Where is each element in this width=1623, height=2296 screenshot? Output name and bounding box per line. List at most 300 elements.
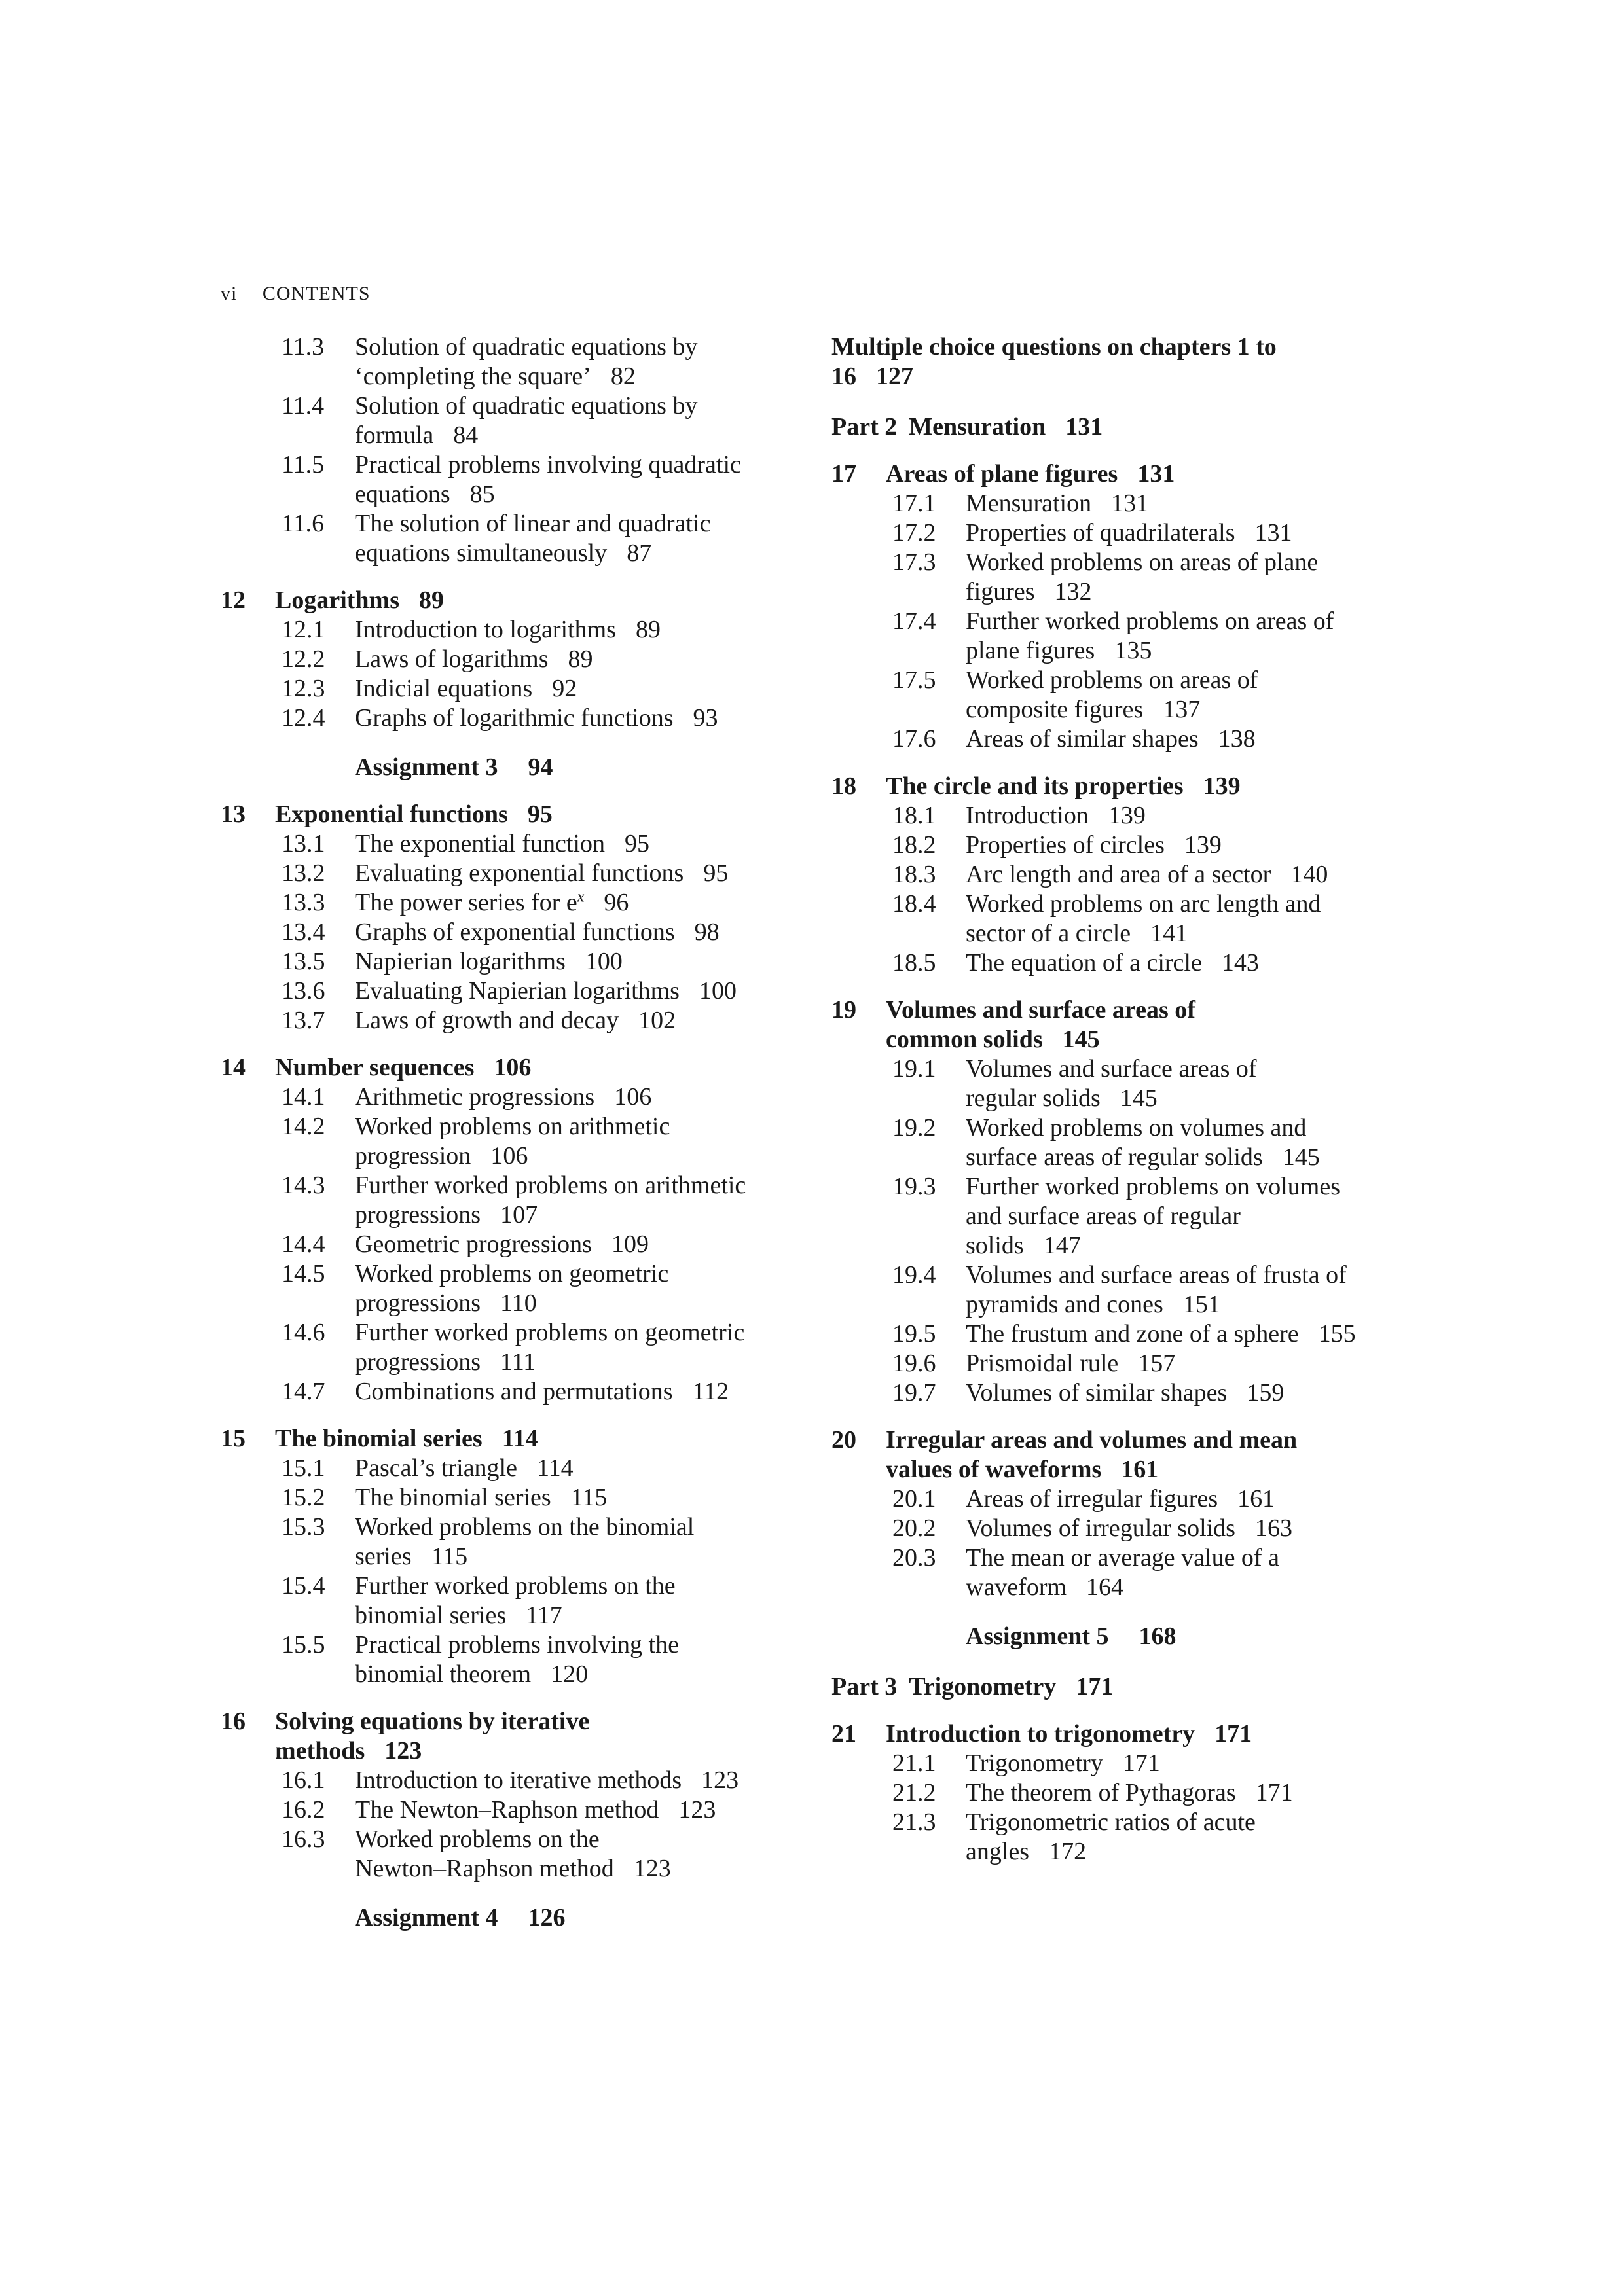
toc-chapter	[831, 772, 1421, 801]
entry-title-line: Areas of irregular figures 161	[966, 1485, 1275, 1513]
entry-title-line: Arithmetic progressions 106	[355, 1083, 652, 1111]
section-number: 19.6	[892, 1350, 936, 1377]
section-number: 21.2	[892, 1779, 936, 1806]
page-number: 107	[500, 1201, 538, 1229]
page-number: 171	[1255, 1779, 1293, 1806]
entry-title-line: The Newton–Raphson method 123	[355, 1796, 716, 1823]
running-head-title: CONTENTS	[262, 283, 371, 304]
entry-title-line: Worked problems on arc length and	[966, 890, 1321, 918]
page-number: 89	[635, 616, 661, 643]
page-number: 171	[1122, 1749, 1160, 1777]
entry-title-line: Pascal’s triangle 114	[355, 1454, 574, 1482]
entry-title	[275, 1424, 810, 1454]
page-number: 115	[570, 1484, 608, 1511]
page-number: 172	[1049, 1838, 1087, 1865]
entry-title-line: Worked problems on arithmetic	[355, 1113, 670, 1140]
toc-section	[221, 1112, 810, 1171]
entry-title	[355, 645, 810, 674]
toc-section	[831, 518, 1421, 548]
entry-title-line: The equation of a circle 143	[966, 949, 1259, 977]
page-number: 159	[1247, 1379, 1285, 1407]
section-number: 20.2	[892, 1515, 936, 1542]
toc-section	[831, 1172, 1421, 1261]
toc-section	[221, 1825, 810, 1884]
entry-title	[886, 1719, 1421, 1749]
page-number: 95	[625, 830, 649, 857]
section-number: 21.1	[892, 1749, 936, 1777]
entry-title	[966, 607, 1421, 666]
section-number: 13.2	[282, 859, 325, 887]
toc-section	[831, 801, 1421, 831]
entry-title	[966, 1319, 1421, 1349]
entry-title-line: Geometric progressions 109	[355, 1230, 649, 1258]
entry-title-line: Worked problems on the	[355, 1825, 600, 1853]
entry-title-line: Assignment 4 126	[355, 1904, 566, 1931]
page-number: 87	[627, 539, 652, 567]
entry-title-line: The binomial series 114	[275, 1425, 538, 1452]
page-number: 145	[1120, 1085, 1158, 1112]
section-number: 19.3	[892, 1173, 936, 1200]
section-number: 17.6	[892, 725, 936, 753]
toc-section	[221, 1318, 810, 1377]
section-number: 19.4	[892, 1261, 936, 1289]
section-number: 13.5	[282, 948, 325, 975]
entry-title	[355, 674, 810, 704]
entry-title-line: Worked problems on geometric	[355, 1260, 669, 1287]
entry-title	[966, 1172, 1421, 1261]
entry-title-line: Trigonometry 171	[966, 1749, 1160, 1777]
toc-chapter	[221, 800, 810, 829]
entry-title	[355, 918, 810, 947]
section-number: 18.2	[892, 831, 936, 859]
section-number: 15.3	[282, 1513, 325, 1541]
entry-title-line: solids 147	[966, 1232, 1081, 1259]
page-number: 131	[1065, 413, 1103, 440]
toc-section	[221, 1766, 810, 1795]
section-number: 17.1	[892, 490, 936, 517]
section-number: 14.7	[282, 1378, 325, 1405]
page-number: 137	[1163, 696, 1201, 723]
entry-title-line: binomial theorem 120	[355, 1660, 589, 1688]
page-number: 132	[1054, 578, 1092, 605]
entry-title-line: surface areas of regular solids 145	[966, 1143, 1320, 1171]
toc-section	[831, 489, 1421, 518]
entry-title-line: angles 172	[966, 1838, 1087, 1865]
chapter-number: 18	[831, 772, 856, 800]
page-number: 95	[703, 859, 729, 887]
entry-title-line: waveform 164	[966, 1573, 1124, 1601]
entry-title-line: Worked problems on the binomial	[355, 1513, 695, 1541]
page-number: 84	[453, 422, 479, 449]
toc-section	[221, 1377, 810, 1407]
entry-title	[355, 1112, 810, 1171]
entry-title-line: formula 84	[355, 422, 479, 449]
page-number: 95	[527, 800, 553, 828]
toc-section	[221, 918, 810, 947]
page-number: 92	[552, 675, 577, 702]
toc-section	[831, 1054, 1421, 1113]
section-number: 13.7	[282, 1007, 325, 1034]
entry-title-line: Assignment 3 94	[355, 753, 553, 781]
entry-title	[966, 948, 1421, 978]
section-number: 18.5	[892, 949, 936, 977]
entry-title-line: regular solids 145	[966, 1085, 1158, 1112]
chapter-number: 21	[831, 1720, 856, 1748]
toc-section	[831, 889, 1421, 948]
entry-title	[355, 509, 810, 568]
section-number: 17.5	[892, 666, 936, 694]
entry-title-line: sector of a circle 141	[966, 920, 1188, 947]
section-number: 12.3	[282, 675, 325, 702]
entry-title	[831, 332, 1421, 391]
page-number: 139	[1108, 802, 1146, 829]
entry-title	[355, 888, 810, 918]
part-title: Mensuration	[909, 413, 1046, 440]
entry-title-line: Multiple choice questions on chapters 1 to	[831, 333, 1277, 361]
entry-title-line: Worked problems on volumes and	[966, 1114, 1307, 1141]
toc-section	[831, 1261, 1421, 1319]
running-head-page-number: vi	[221, 283, 238, 304]
section-number: 11.5	[282, 451, 325, 478]
entry-title-line: figures 132	[966, 578, 1092, 605]
page-number: 106	[490, 1142, 528, 1170]
chapter-number: 13	[221, 800, 246, 828]
chapter-number: 16	[221, 1708, 246, 1735]
entry-title-line: Assignment 5 168	[966, 1623, 1176, 1650]
entry-title-line: Worked problems on areas of	[966, 666, 1258, 694]
page-number: 141	[1150, 920, 1188, 947]
toc-section	[221, 1483, 810, 1513]
toc-section	[221, 829, 810, 859]
entry-title-line: and surface areas of regular	[966, 1202, 1241, 1230]
page-number: 89	[419, 586, 444, 614]
entry-title-line: Prismoidal rule 157	[966, 1350, 1176, 1377]
section-number: 11.4	[282, 392, 325, 420]
entry-title	[966, 860, 1421, 889]
entry-title	[966, 1622, 1421, 1651]
entry-title-line: Introduction 139	[966, 802, 1146, 829]
toc-section	[831, 1378, 1421, 1408]
page-number: 96	[604, 889, 629, 916]
toc-section	[831, 666, 1421, 725]
section-number: 18.3	[892, 861, 936, 888]
entry-title-line: Further worked problems on geometric	[355, 1319, 745, 1346]
page-number: 164	[1086, 1573, 1124, 1601]
section-number: 14.2	[282, 1113, 325, 1140]
page-number: 168	[1139, 1623, 1176, 1650]
entry-title-line: The theorem of Pythagoras 171	[966, 1779, 1293, 1806]
entry-title	[355, 450, 810, 509]
page-number: 106	[494, 1054, 532, 1081]
page-number: 161	[1237, 1485, 1275, 1513]
entry-title-line: Indicial equations 92	[355, 675, 577, 702]
page-number: 147	[1043, 1232, 1081, 1259]
toc-section	[221, 977, 810, 1006]
part-title: Trigonometry	[909, 1673, 1057, 1700]
entry-title	[966, 518, 1421, 548]
entry-title-line: Laws of logarithms 89	[355, 645, 593, 673]
entry-title-line: 16 127	[831, 363, 913, 390]
section-number: 15.1	[282, 1454, 325, 1482]
entry-title	[966, 548, 1421, 607]
page-number: 114	[536, 1454, 574, 1482]
toc-section	[221, 674, 810, 704]
page-number: 127	[876, 363, 913, 390]
entry-title-line: values of waveforms 161	[886, 1456, 1159, 1483]
entry-title-line: Newton–Raphson method 123	[355, 1855, 671, 1882]
entry-title	[355, 1454, 810, 1483]
entry-title	[966, 666, 1421, 725]
entry-title-line: pyramids and cones 151	[966, 1291, 1220, 1318]
entry-title-line: Properties of quadrilaterals 131	[966, 519, 1292, 547]
page-number: 94	[528, 753, 553, 781]
entry-title	[275, 1707, 810, 1766]
section-number: 16.2	[282, 1796, 325, 1823]
toc-section	[221, 615, 810, 645]
entry-title	[966, 801, 1421, 831]
page-number: 131	[1111, 490, 1149, 517]
toc-section	[221, 859, 810, 888]
entry-title	[355, 859, 810, 888]
toc-section	[221, 450, 810, 509]
entry-title-line: Volumes of irregular solids 163	[966, 1515, 1292, 1542]
entry-title-line: Solution of quadratic equations by	[355, 392, 698, 420]
toc-section	[221, 509, 810, 568]
page-number: 157	[1138, 1350, 1176, 1377]
entry-title-line: Areas of similar shapes 138	[966, 725, 1256, 753]
entry-title-line: Further worked problems on areas of	[966, 607, 1334, 635]
entry-title	[966, 1054, 1421, 1113]
toc-section	[831, 948, 1421, 978]
section-number: 17.3	[892, 548, 936, 576]
toc-section	[221, 1259, 810, 1318]
section-number: 16.3	[282, 1825, 325, 1853]
entry-title	[275, 1053, 810, 1083]
section-number: 11.6	[282, 510, 325, 537]
entry-title-line: ‘completing the square’ 82	[355, 363, 636, 390]
entry-title	[966, 1261, 1421, 1319]
entry-title	[275, 586, 810, 615]
entry-title	[966, 1808, 1421, 1867]
page-number: 82	[610, 363, 636, 390]
entry-title	[355, 753, 810, 782]
entry-title	[966, 1778, 1421, 1808]
page-number: 112	[692, 1378, 729, 1405]
toc-section	[831, 1808, 1421, 1867]
page-number: 120	[551, 1660, 589, 1688]
toc-section	[221, 391, 810, 450]
page-number: 98	[694, 918, 720, 946]
toc-section	[831, 1349, 1421, 1378]
entry-title	[886, 772, 1421, 801]
entry-title	[355, 1006, 810, 1035]
section-number: 19.1	[892, 1055, 936, 1083]
entry-title-line: progressions 107	[355, 1201, 538, 1229]
section-number: 17.4	[892, 607, 936, 635]
entry-title-line: The solution of linear and quadratic	[355, 510, 711, 537]
entry-title	[886, 459, 1421, 489]
entry-title-line: Further worked problems on arithmetic	[355, 1172, 746, 1199]
entry-title	[355, 1766, 810, 1795]
entry-title	[355, 1230, 810, 1259]
toc-section	[221, 704, 810, 733]
page-number: 110	[500, 1289, 537, 1317]
section-number: 16.1	[282, 1767, 325, 1794]
entry-title-line: Practical problems involving quadratic	[355, 451, 741, 478]
page-number: 143	[1221, 949, 1259, 977]
toc-chapter	[221, 1424, 810, 1454]
part-label: Part 2	[831, 413, 898, 440]
entry-title	[886, 996, 1421, 1054]
toc-section	[831, 1319, 1421, 1349]
entry-title	[355, 704, 810, 733]
section-number: 15.2	[282, 1484, 325, 1511]
entry-title	[355, 1513, 810, 1571]
section-number: 15.4	[282, 1572, 325, 1600]
entry-title-line: binomial series 117	[355, 1602, 562, 1629]
entry-title-line: Logarithms 89	[275, 586, 444, 614]
chapter-number: 15	[221, 1425, 246, 1452]
page-number: 139	[1203, 772, 1241, 800]
section-number: 14.6	[282, 1319, 325, 1346]
toc-section	[831, 548, 1421, 607]
entry-title	[886, 1426, 1421, 1484]
page-number: 106	[614, 1083, 652, 1111]
entry-title	[355, 391, 810, 450]
toc-section	[221, 1513, 810, 1571]
page-number: 171	[1076, 1673, 1114, 1700]
entry-title	[966, 725, 1421, 754]
entry-title-line: Volumes and surface areas of	[966, 1055, 1257, 1083]
section-number: 12.4	[282, 704, 325, 732]
section-number: 13.6	[282, 977, 325, 1005]
toc-section	[221, 332, 810, 391]
page-number: 126	[528, 1904, 566, 1931]
entry-title-line: Number sequences 106	[275, 1054, 532, 1081]
entry-title	[966, 1543, 1421, 1602]
superscript: x	[577, 888, 585, 906]
page-number: 123	[384, 1737, 422, 1765]
section-number: 20.1	[892, 1485, 936, 1513]
entry-title	[355, 1795, 810, 1825]
entry-title-line: equations 85	[355, 480, 495, 508]
toc-column-right	[831, 332, 1421, 1867]
running-head	[221, 283, 371, 305]
page-number: 139	[1184, 831, 1222, 859]
entry-title-line: Areas of plane figures 131	[886, 460, 1175, 488]
section-number: 20.3	[892, 1544, 936, 1571]
entry-title	[355, 615, 810, 645]
entry-title-line: Combinations and permutations 112	[355, 1378, 729, 1405]
section-number: 15.5	[282, 1631, 325, 1659]
toc-chapter	[831, 1426, 1421, 1484]
toc-section	[831, 831, 1421, 860]
entry-title	[966, 1749, 1421, 1778]
page-number: 85	[469, 480, 495, 508]
toc-entry	[831, 332, 1421, 391]
toc-section	[221, 1454, 810, 1483]
entry-title-line: Arc length and area of a sector 140	[966, 861, 1328, 888]
toc-section	[831, 1514, 1421, 1543]
section-number: 19.7	[892, 1379, 936, 1407]
toc-section	[221, 1630, 810, 1689]
toc-part	[831, 412, 1421, 442]
toc-section	[221, 645, 810, 674]
entry-title-line: Volumes of similar shapes 159	[966, 1379, 1285, 1407]
toc-section	[831, 607, 1421, 666]
entry-title-line: Graphs of logarithmic functions 93	[355, 704, 718, 732]
entry-title-line: Introduction to trigonometry 171	[886, 1720, 1252, 1748]
section-number: 14.3	[282, 1172, 325, 1199]
entry-title-line: Evaluating Napierian logarithms 100	[355, 977, 737, 1005]
section-number: 18.4	[892, 890, 936, 918]
entry-title-line: equations simultaneously 87	[355, 539, 652, 567]
entry-title	[355, 829, 810, 859]
entry-title	[966, 1514, 1421, 1543]
entry-title-line: Volumes and surface areas of frusta of	[966, 1261, 1347, 1289]
entry-title-line: plane figures 135	[966, 637, 1152, 664]
toc-section	[221, 1795, 810, 1825]
entry-title	[355, 1483, 810, 1513]
toc-section	[221, 1006, 810, 1035]
page-number: 100	[699, 977, 737, 1005]
toc-section	[221, 1230, 810, 1259]
entry-title-line: Further worked problems on volumes	[966, 1173, 1341, 1200]
page-number: 155	[1318, 1320, 1356, 1348]
entry-title-line: Introduction to iterative methods 123	[355, 1767, 739, 1794]
toc-chapter	[221, 1707, 810, 1766]
entry-title-line: Napierian logarithms 100	[355, 948, 623, 975]
section-number: 11.3	[282, 333, 325, 361]
part-label: Part 3	[831, 1673, 898, 1700]
toc-chapter	[221, 1053, 810, 1083]
entry-title	[966, 1378, 1421, 1408]
entry-title-line: Properties of circles 139	[966, 831, 1222, 859]
entry-title	[355, 1259, 810, 1318]
toc-section	[831, 1778, 1421, 1808]
toc-chapter	[831, 996, 1421, 1054]
entry-title	[966, 1113, 1421, 1172]
entry-title-line: The mean or average value of a	[966, 1544, 1279, 1571]
entry-title-line: progressions 111	[355, 1348, 536, 1376]
entry-title	[355, 1083, 810, 1112]
entry-title	[355, 977, 810, 1006]
section-number: 19.2	[892, 1114, 936, 1141]
entry-title-line: common solids 145	[886, 1026, 1100, 1053]
page-number: 117	[526, 1602, 562, 1629]
entry-title	[966, 489, 1421, 518]
chapter-number: 17	[831, 460, 856, 488]
page-number: 151	[1182, 1291, 1220, 1318]
entry-title-line: methods 123	[275, 1737, 422, 1765]
toc-section	[221, 947, 810, 977]
page-number: 115	[431, 1543, 468, 1570]
toc-assignment	[221, 1903, 810, 1933]
page-number: 140	[1290, 861, 1328, 888]
entry-title	[355, 1571, 810, 1630]
section-number: 12.2	[282, 645, 325, 673]
entry-title	[355, 1171, 810, 1230]
entry-title-line: composite figures 137	[966, 696, 1201, 723]
entry-title	[355, 947, 810, 977]
toc-section	[831, 1113, 1421, 1172]
page-number: 123	[701, 1767, 739, 1794]
page-number: 131	[1137, 460, 1175, 488]
toc-section	[831, 1749, 1421, 1778]
page-number: 145	[1282, 1143, 1320, 1171]
entry-title-line: Trigonometric ratios of acute	[966, 1808, 1256, 1836]
toc-chapter	[831, 1719, 1421, 1749]
